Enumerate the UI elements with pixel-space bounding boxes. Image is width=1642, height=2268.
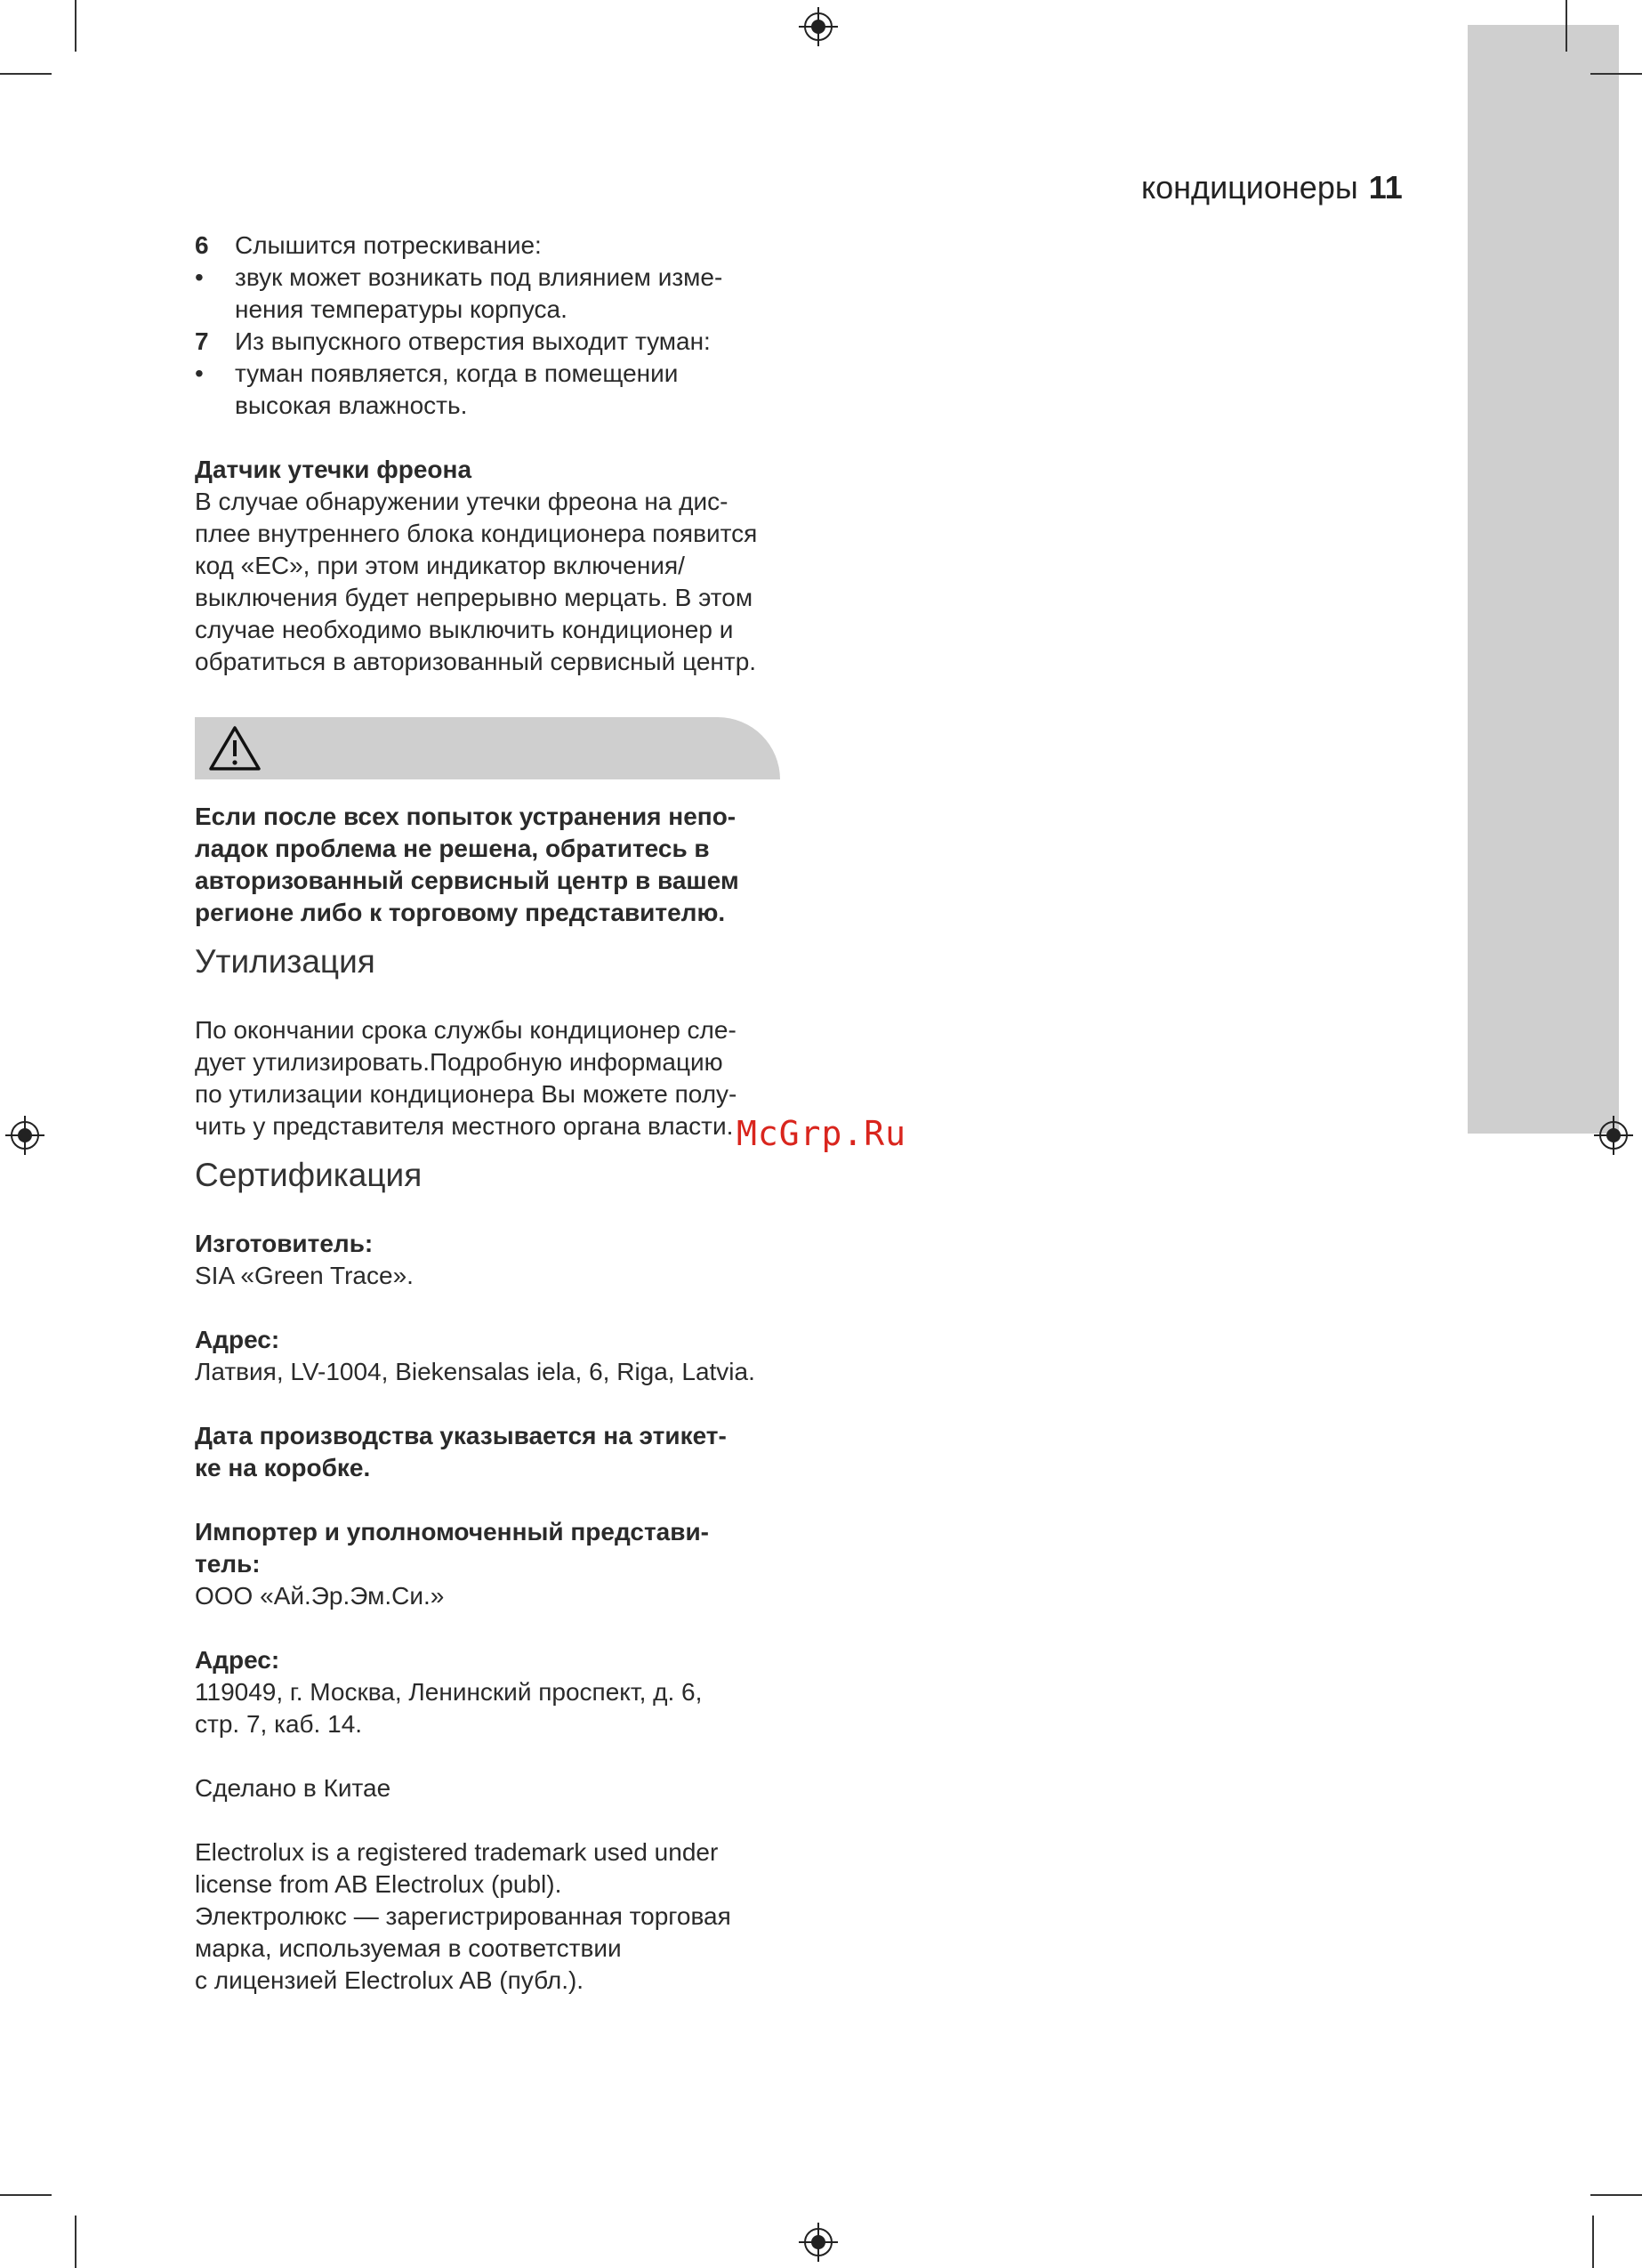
paragraph-line: По окончании срока службы кондиционер сле- xyxy=(195,1016,736,1044)
production-date-note xyxy=(195,1420,785,1484)
manufacturer-label: Изготовитель: xyxy=(195,1230,374,1257)
bullet-line: нения температуры корпуса. xyxy=(235,295,567,323)
crop-mark-top-left-v xyxy=(75,0,76,52)
warning-line: Если после всех попыток устранения непо- xyxy=(195,803,736,830)
item-number: 7 xyxy=(195,327,209,355)
section-title: кондиционеры xyxy=(1141,169,1358,206)
notice-line: license from AB Electrolux (publ). xyxy=(195,1870,562,1898)
crop-mark-bottom-right-h xyxy=(1590,2194,1642,2196)
note-line: ке на коробке. xyxy=(195,1454,371,1481)
paragraph-line: выключения будет непрерывно мерцать. В этом xyxy=(195,584,753,611)
manufacturer-value: SIA «Green Trace». xyxy=(195,1262,414,1289)
paragraph-line: плее внутреннего блока кондиционера появится xyxy=(195,520,758,547)
paragraph-line: В случае обнаружении утечки фреона на дис- xyxy=(195,488,728,515)
importer-label xyxy=(195,1516,785,1580)
registration-mark-icon xyxy=(799,7,838,46)
bullet-item xyxy=(195,358,785,422)
disposal-heading: Утилизация xyxy=(195,943,375,980)
bullet-item xyxy=(195,262,785,326)
paragraph-line: дует утилизировать.Подробную информацию xyxy=(195,1048,723,1076)
crop-mark-bottom-left-h xyxy=(0,2194,52,2196)
registration-mark-icon xyxy=(1594,1116,1633,1155)
warning-line: авторизованный сервисный центр в вашем xyxy=(195,867,739,894)
page-number: 11 xyxy=(1368,169,1403,206)
paragraph-line: обратиться в авторизованный сервисный центр. xyxy=(195,648,757,675)
warning-line: регионе либо к торговому представителю. xyxy=(195,899,726,926)
crop-mark-top-left-h xyxy=(0,73,52,75)
notice-line: Электролюкс — зарегистрированная торговая xyxy=(195,1902,731,1930)
item-number: 6 xyxy=(195,231,209,259)
bullet-symbol: • xyxy=(195,263,204,291)
address-value: Латвия, LV-1004, Biekensalas iela, 6, Riga, Latvia. xyxy=(195,1358,755,1385)
bullet-symbol: • xyxy=(195,359,204,387)
importer-value: ООО «Ай.Эр.Эм.Си.» xyxy=(195,1582,445,1610)
certification-heading: Сертификация xyxy=(195,1157,423,1193)
warning-triangle-icon xyxy=(207,724,262,772)
paragraph-line: код «EC», при этом индикатор включения/ xyxy=(195,552,685,579)
item-text: Слышится потрескивание: xyxy=(235,231,542,259)
label-line: Импортер и уполномоченный представи- xyxy=(195,1518,709,1546)
bullet-line: высокая влажность. xyxy=(235,391,468,419)
address-line: стр. 7, каб. 14. xyxy=(195,1710,363,1738)
address-label: Адрес: xyxy=(195,1326,280,1353)
paragraph-line: чить у представителя местного органа власти. xyxy=(195,1112,734,1140)
list-item-6 xyxy=(195,230,785,262)
notice-line: марка, используемая в соответствии xyxy=(195,1934,622,1962)
trademark-notice xyxy=(195,1836,785,1997)
main-content xyxy=(195,230,785,1997)
page-header xyxy=(1141,169,1403,206)
freon-paragraph xyxy=(195,486,785,678)
crop-mark-top-right-h xyxy=(1590,73,1642,75)
paragraph-line: случае необходимо выключить кондиционер и xyxy=(195,616,734,643)
watermark: McGrp.Ru xyxy=(736,1114,907,1153)
crop-mark-bottom-right-v xyxy=(1592,2216,1594,2268)
item-text: Из выпускного отверстия выходит туман: xyxy=(235,327,711,355)
registration-mark-icon xyxy=(799,2223,838,2262)
made-in-text: Сделано в Китае xyxy=(195,1774,391,1802)
notice-line: Electrolux is a registered trademark used under xyxy=(195,1838,719,1866)
list-item-7 xyxy=(195,326,785,358)
crop-mark-bottom-left-v xyxy=(75,2216,76,2268)
disposal-paragraph xyxy=(195,1014,785,1142)
registration-mark-icon xyxy=(5,1116,44,1155)
bullet-line: звук может возникать под влиянием изме- xyxy=(235,263,723,291)
address-value xyxy=(195,1676,785,1740)
warning-banner xyxy=(195,717,780,779)
label-line: тель: xyxy=(195,1550,261,1578)
warning-text xyxy=(195,801,785,929)
warning-line: ладок проблема не решена, обратитесь в xyxy=(195,835,710,862)
side-tab xyxy=(1468,25,1619,1134)
notice-line: с лицензией Electrolux AB (публ.). xyxy=(195,1966,584,1994)
note-line: Дата производства указывается на этикет- xyxy=(195,1422,727,1449)
address-line: 119049, г. Москва, Ленинский проспект, д. 6, xyxy=(195,1678,703,1706)
bullet-line: туман появляется, когда в помещении xyxy=(235,359,679,387)
address-label: Адрес: xyxy=(195,1646,280,1674)
freon-heading: Датчик утечки фреона xyxy=(195,456,472,483)
paragraph-line: по утилизации кондиционера Вы можете полу- xyxy=(195,1080,737,1108)
crop-mark-top-right-v xyxy=(1566,0,1567,52)
